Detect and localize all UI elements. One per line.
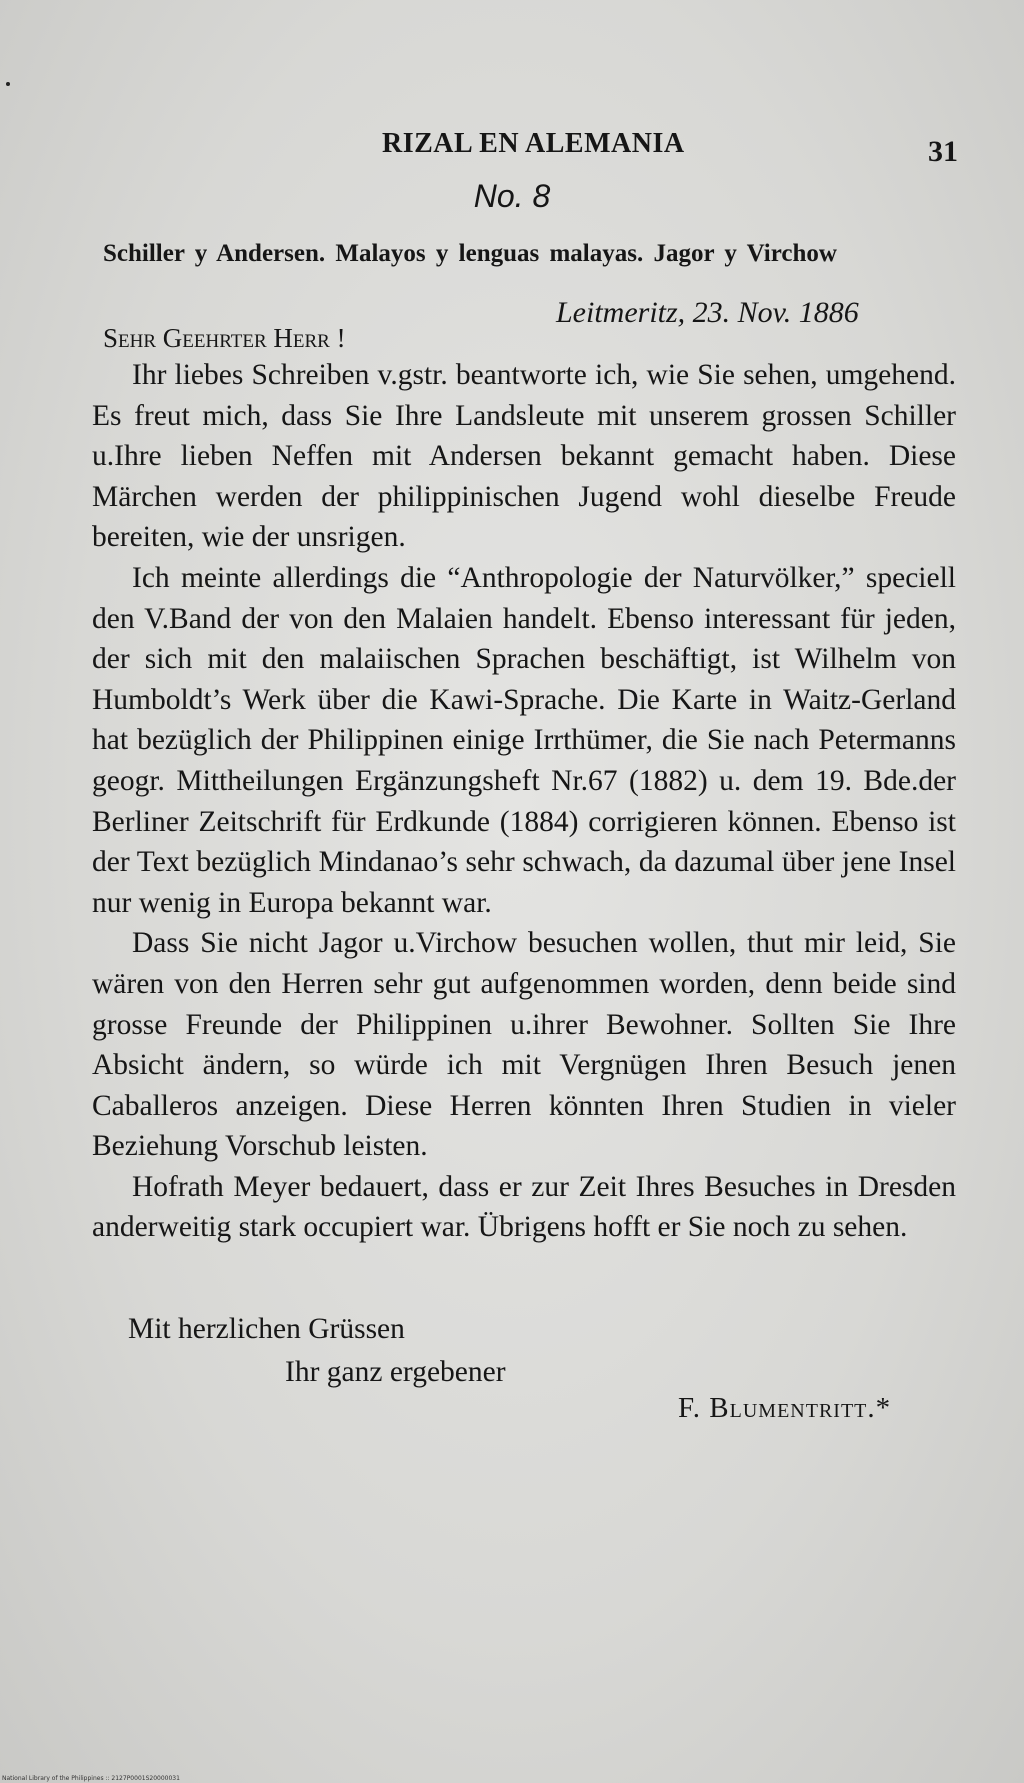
salutation: Sehr Geehrter Herr ! bbox=[103, 323, 346, 353]
running-title: RIZAL EN ALEMANIA bbox=[382, 128, 685, 159]
scan-credit: National Library of the Philippines :: 2127P0001S20000031 bbox=[2, 1775, 180, 1782]
place-date: Leitmeritz, 23. Nov. 1886 bbox=[556, 296, 859, 329]
scan-speck bbox=[6, 82, 10, 86]
closing: Mit herzlichen Grüssen bbox=[128, 1313, 405, 1345]
paragraph: Hofrath Meyer bedauert, dass er zur Zeit Ihres Besuches in Dresden anderweitig stark occupiert war. Übrigens hofft er Sie noch zu sehen. bbox=[92, 1170, 956, 1244]
page-number: 31 bbox=[928, 135, 958, 168]
paragraph: Dass Sie nicht Jagor u.Virchow besuchen wollen, thut mir leid, Sie wären von den Herren sehr gut aufgenommen worden, denn beide sind grosse Freunde der Philippinen u.ihrer Bewohner. Sollten Sie Ihre Absicht ändern, so würde ich mit Vergnügen Ihren Besuch jenen Caballeros anzeigen. Diese Herren könnten Ihren Studien in vieler Beziehung Vorschub leisten. bbox=[92, 927, 956, 1163]
paragraph: Ich meinte allerdings die “Anthropologie der Naturvölker,” speciell den V.Band der von den Malaien handelt. Ebenso interessant für jeden, der sich mit den malaiischen Sprachen beschäftigt, ist Wilhelm von Humboldt’s Werk über die Kawi-Sprache. Die Karte in Waitz-Gerland hat bezüglich der Philippinen einige Irrthümer, die Sie nach Petermanns geogr. Mittheilungen Ergänzungsheft Nr.67 (1882) u. dem 19. Bde.der Berliner Zeitschrift für Erdkunde (1884) corrigieren können. Ebenso ist der Text bezüglich Mindanao’s sehr schwach, da dazumal über jene Insel nur wenig in Europa bekannt war. bbox=[92, 561, 956, 919]
letter-topics: Schiller y Andersen. Malayos y lenguas malayas. Jagor y Virchow bbox=[103, 240, 837, 267]
paragraph: Ihr liebes Schreiben v.gstr. beantworte ich, wie Sie sehen, umgehend. Es freut mich, dass Sie Ihre Landsleute mit unserem grossen Schiller u.Ihre lieben Neffen mit Andersen bekannt gemacht haben. Diese Märchen werden der philippinischen Jugend wohl dieselbe Freude bereiten, wie der unsrigen. bbox=[92, 359, 956, 554]
letter-body bbox=[92, 355, 956, 1248]
signature: F. Blumentritt.* bbox=[678, 1392, 892, 1424]
subscription: Ihr ganz ergebener bbox=[285, 1356, 506, 1388]
letter-number: No. 8 bbox=[473, 178, 551, 214]
